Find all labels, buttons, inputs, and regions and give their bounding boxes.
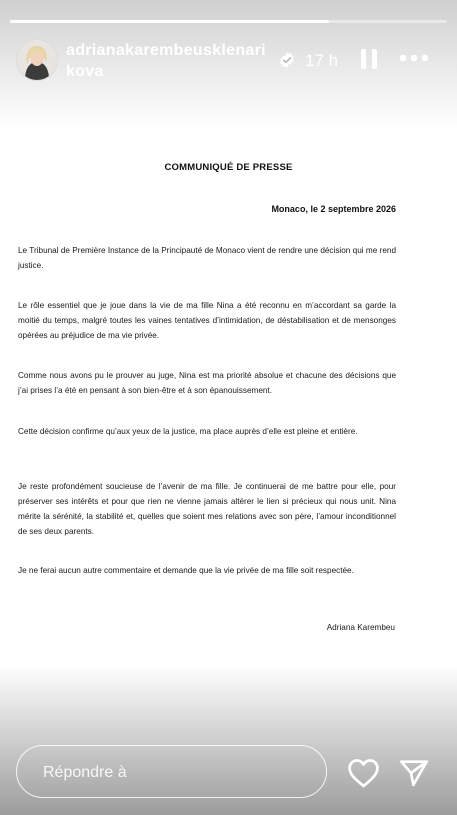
- paragraph-6: Je ne ferai aucun autre commentaire et demande que la vie privée de ma fille soit respectée.: [18, 566, 354, 575]
- send-icon[interactable]: [398, 757, 430, 789]
- avatar-image: [17, 40, 57, 80]
- profile-avatar[interactable]: [16, 39, 58, 81]
- paragraph-5: Je reste profondément soucieuse de l’avenir de ma fille. Je continuerai de me battre pour elle, pour préserver ses intérêts et pour que rien ne vienne jamais altérer le lien si précieux qui nous unit. Nina mérite la sérénité, la stabilité et, quelles que soient mes relations avec son père, l’amour inconditionnel de ses deux parents.: [18, 482, 396, 536]
- story-progress-fill: [10, 20, 329, 23]
- pause-icon[interactable]: [359, 48, 379, 70]
- story-username[interactable]: adrianakarembeusklenarikova: [66, 42, 266, 80]
- paragraph-1: Le Tribunal de Première Instance de la Principauté de Monaco vient de rendre une décision qui me rend justice.: [18, 246, 396, 270]
- verified-badge-icon: [278, 51, 296, 69]
- story-progress-bar: [10, 20, 447, 23]
- more-options-icon[interactable]: [399, 51, 429, 65]
- reply-input[interactable]: [16, 745, 327, 798]
- paragraph-3: Comme nous avons pu le prouver au juge, Nina est ma priorité absolue et chacune des décisions que j’ai prises l’a été en pensant à son bien-être et à son épanouissement.: [18, 371, 396, 395]
- story-timestamp: 17 h: [305, 51, 339, 70]
- press-release-date: Monaco, le 2 septembre 2026: [271, 204, 396, 214]
- press-release-title: COMMUNIQUÉ DE PRESSE: [164, 162, 293, 173]
- paragraph-2: Le rôle essentiel que je joue dans la vie de ma fille Nina a été reconnu en m’accordant sa garde la moitié du temps, malgré toutes les vaines tentatives d’intimidation, de déstabilisation et de mensonges opérées au préjudice de ma vie privée.: [18, 301, 396, 340]
- paragraph-4: Cette décision confirme qu’aux yeux de la justice, ma place auprès d’elle est pleine et entière.: [18, 427, 358, 436]
- signature-name: Adriana Karembeu: [326, 623, 395, 632]
- reply-placeholder: Répondre à: [43, 764, 127, 781]
- heart-icon[interactable]: [347, 758, 380, 788]
